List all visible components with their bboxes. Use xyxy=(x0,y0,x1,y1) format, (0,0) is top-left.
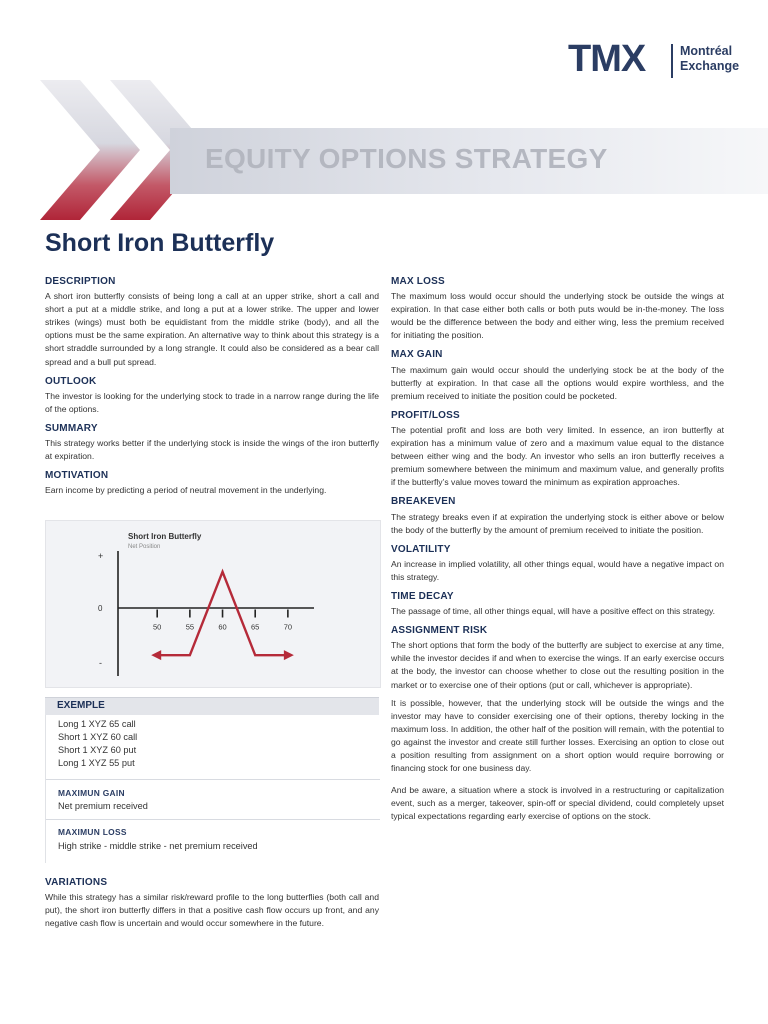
breakeven-heading: BREAKEVEN xyxy=(391,496,456,508)
logo-brand: TMX xyxy=(568,38,646,80)
x-tick-label: 50 xyxy=(153,622,162,632)
motivation-heading: MOTIVATION xyxy=(45,470,109,482)
example-body xyxy=(45,715,380,863)
description-heading: DESCRIPTION xyxy=(45,276,116,287)
left-column xyxy=(45,275,379,497)
outlook-heading: OUTLOOK xyxy=(45,375,97,387)
example-header xyxy=(45,697,379,715)
example-leg: Long 1 XYZ 55 put xyxy=(58,758,135,768)
x-tick-label: 70 xyxy=(283,622,293,632)
max-gain-label: MAXIMUN GAIN xyxy=(58,788,125,798)
logo-divider xyxy=(671,44,673,78)
x-tick-label: 65 xyxy=(251,622,260,632)
example-divider xyxy=(46,779,380,780)
arrow-right-icon xyxy=(284,650,294,660)
arrow-left-icon xyxy=(151,650,161,660)
max-loss-label: MAXIMUN LOSS xyxy=(58,827,127,837)
max-gain-text: The maximum gain would occur should the underlying stock be at the body of the butterfly at expiration. In that case all the options would expire worthless, and the premium received to initiate the position could be pocketed. xyxy=(391,364,724,401)
max-loss-text: The maximum loss would occur should the underlying stock be outside the wings at expiration. In that case either both calls or both puts would be in-the-money. The loss would be the difference between the body and either wing, less the premium received for initiating the position. xyxy=(391,291,724,341)
example-divider xyxy=(46,819,380,820)
outlook-text: The investor is looking for the underlying stock to trade in a narrow range during the life of the options. xyxy=(45,390,379,414)
time-decay-heading: TIME DECAY xyxy=(391,590,454,602)
payoff-chart-svg xyxy=(46,521,380,687)
assignment-risk-text-1: The short options that form the body of the butterfly are subject to exercise at any time, while the investor decides if and when to exercise the wings. If an early exercise occurs at the body, the investor can choose whether to close out the resulting position in the market or to exercise one of their options (put or call, whichever is appropriate). xyxy=(391,640,724,690)
profit-loss-text: The potential profit and loss are both very limited. In essence, an iron butterfly at expiration has a minimum value of zero and a maximum value equal to the distance between either wing and the body. An investor who sells an iron butterfly receives a premium somewhere between the minimum and maximum value, and generally profits if the butterfly’s value moves toward the minimum as expiration approaches. xyxy=(391,424,724,488)
profit-loss-heading: PROFIT/LOSS xyxy=(391,409,460,421)
x-tick-label: 55 xyxy=(185,622,195,632)
volatility-heading: VOLATILITY xyxy=(391,543,451,555)
tmx-logo xyxy=(568,38,738,88)
max-gain-heading: MAX GAIN xyxy=(391,349,443,361)
description-text: A short iron butterfly consists of being long a call at an upper strike, short a call and short a put at a middle strike, and long a put at a lower strike. The upper and lower strikes (wings) must both be equidistant from the middle strike (body), and all the options must be the same expiration. An alternative way to think about this strategy is a short straddle surrounded by a long strangle. It could also be considered as a bear call spread and a bull put spread. xyxy=(45,291,379,367)
example-leg: Long 1 XYZ 65 call xyxy=(58,719,136,729)
summary-text: This strategy works better if the underlying stock is inside the wings of the iron butterfly at expiration. xyxy=(45,438,379,462)
right-column xyxy=(391,275,724,832)
summary-heading: SUMMARY xyxy=(45,422,98,434)
volatility-text: An increase in implied volatility, all other things equal, would have a negative impact on this strategy. xyxy=(391,558,724,582)
chart-subtitle: Net Position xyxy=(128,544,161,550)
chart-title: Short Iron Butterfly xyxy=(128,532,202,541)
assignment-risk-text-3: And be aware, a situation where a stock is involved in a restructuring or capitalization event, such as a merger, takeover, spin-off or special dividend, could completely upset typical expectations regarding early exercise of options on the stock. xyxy=(391,784,724,821)
example-leg: Short 1 XYZ 60 put xyxy=(58,745,137,755)
variations-text: While this strategy has a similar risk/reward profile to the long butterflies (both call and put), the short iron butterfly differs in that a positive cash flow occurs up front, and any negative cash flow is uncertain and would occur somewhere in the future. xyxy=(45,892,379,929)
assignment-risk-heading: ASSIGNMENT RISK xyxy=(391,625,488,637)
example-leg: Short 1 XYZ 60 call xyxy=(58,732,138,742)
max-loss-heading: MAX LOSS xyxy=(391,276,445,287)
max-gain-value: Net premium received xyxy=(58,801,148,811)
logo-line-1: Montréal xyxy=(680,44,733,58)
header-title: EQUITY OPTIONS STRATEGY xyxy=(205,143,608,174)
time-decay-text: The passage of time, all other things equal, will have a positive effect on this strategy. xyxy=(391,606,716,617)
logo-line-2: Exchange xyxy=(680,59,740,73)
y-label-minus: - xyxy=(99,658,102,668)
page-title: Short Iron Butterfly xyxy=(45,229,275,257)
variations-section xyxy=(45,876,379,930)
x-tick-label: 60 xyxy=(218,622,227,632)
max-loss-value: High strike - middle strike - net premium received xyxy=(58,841,258,851)
payoff-chart xyxy=(45,520,381,688)
y-label-zero: 0 xyxy=(98,604,103,613)
breakeven-text: The strategy breaks even if at expiration the underlying stock is either above or below the body of the butterfly by the amount of premium received to initiate the position. xyxy=(391,511,724,535)
variations-heading: VARIATIONS xyxy=(45,877,108,888)
example-heading: EXEMPLE xyxy=(57,700,105,711)
motivation-text: Earn income by predicting a period of neutral movement in the underlying. xyxy=(45,485,327,496)
y-label-plus: + xyxy=(98,551,104,561)
assignment-risk-text-2: It is possible, however, that the underlying stock will be outside the wings and the investor may have to consider exercising one of their options, thereby locking in the maximum loss. In addition, the other half of the position will remain, with the potential to go against the investor and create still further losses. Exercising an option to close out a position resulting from assignment on a short option would require borrowing or financing stock for one business day. xyxy=(391,697,724,774)
